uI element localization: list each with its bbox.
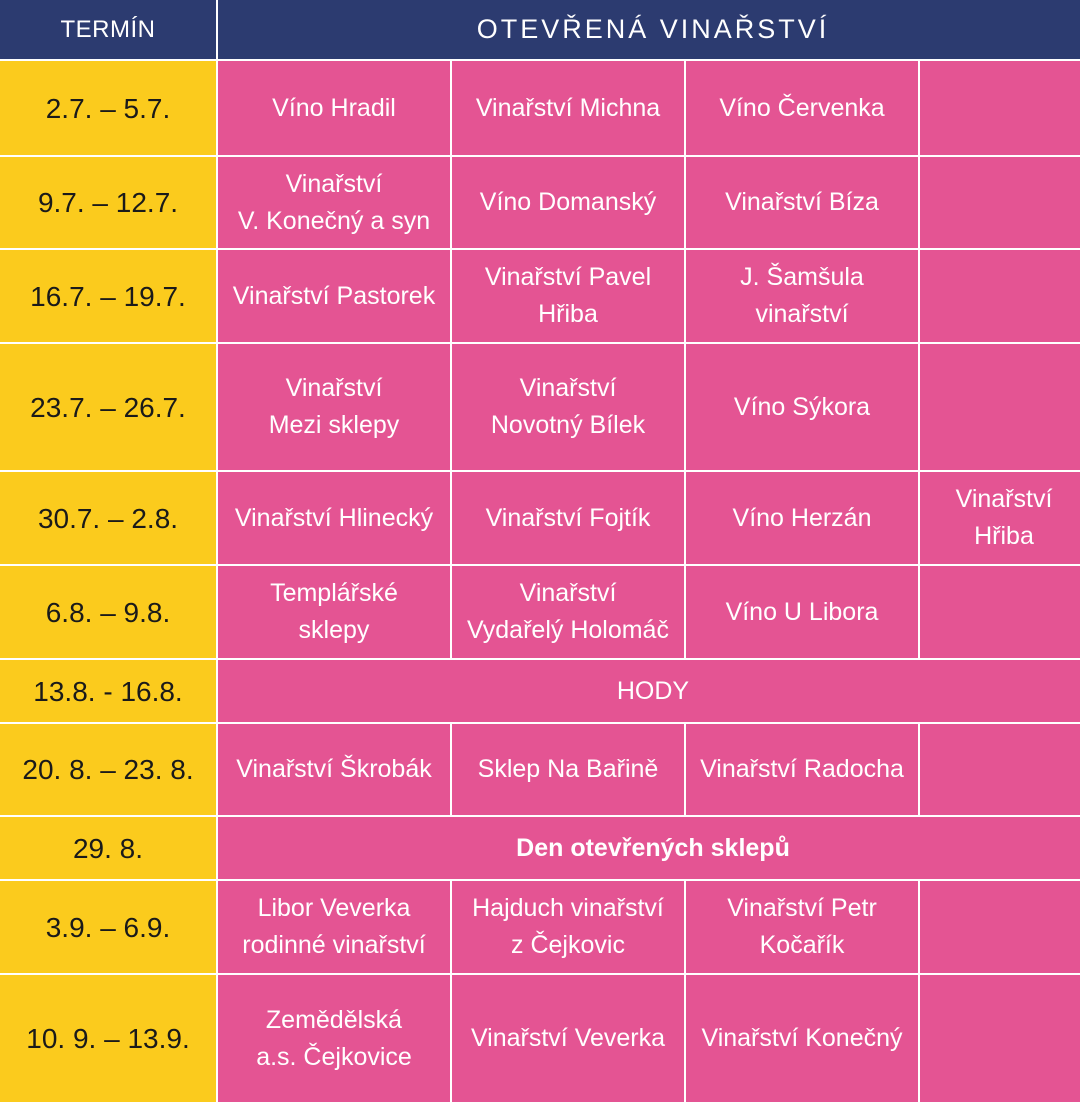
winery-cell: Víno Sýkora xyxy=(686,344,918,470)
date-cell: 13.8. - 16.8. xyxy=(0,660,216,722)
event-cell-open-cellars: Den otevřených sklepů xyxy=(218,817,1080,879)
winery-cell: Vinařství Bíza xyxy=(686,157,918,248)
winery-cell: Víno Domanský xyxy=(452,157,684,248)
winery-cell: Hajduch vinařství z Čejkovic xyxy=(452,881,684,973)
winery-cell: Víno Herzán xyxy=(686,472,918,564)
winery-cell: Vinařství Fojtík xyxy=(452,472,684,564)
winery-cell xyxy=(920,250,1080,342)
winery-cell: Vinařství Michna xyxy=(452,61,684,155)
term-column-header: TERMÍN xyxy=(0,0,216,59)
winery-cell xyxy=(920,344,1080,470)
winery-cell: Libor Veverka rodinné vinařství xyxy=(218,881,450,973)
winery-cell: Vinařství Hlinecký xyxy=(218,472,450,564)
winery-cell: Sklep Na Bařině xyxy=(452,724,684,815)
date-cell: 20. 8. – 23. 8. xyxy=(0,724,216,815)
date-cell: 3.9. – 6.9. xyxy=(0,881,216,973)
winery-cell xyxy=(920,975,1080,1102)
winery-cell: Vinařství Mezi sklepy xyxy=(218,344,450,470)
winery-cell: Vinařství Hřiba xyxy=(920,472,1080,564)
winery-cell: Vinařství Konečný xyxy=(686,975,918,1102)
winery-cell: Vinařství Škrobák xyxy=(218,724,450,815)
table-title: OTEVŘENÁ VINAŘSTVÍ xyxy=(218,0,1080,59)
winery-cell xyxy=(920,881,1080,973)
winery-cell: Vinařství Pavel Hřiba xyxy=(452,250,684,342)
winery-cell: Vinařství Veverka xyxy=(452,975,684,1102)
winery-cell xyxy=(920,566,1080,658)
event-cell-hody: HODY xyxy=(218,660,1080,722)
date-cell: 23.7. – 26.7. xyxy=(0,344,216,470)
date-cell: 29. 8. xyxy=(0,817,216,879)
winery-cell: Víno U Libora xyxy=(686,566,918,658)
winery-cell: J. Šamšula vinařství xyxy=(686,250,918,342)
winery-cell: Vinařství Petr Kočařík xyxy=(686,881,918,973)
winery-cell: Vinařství Novotný Bílek xyxy=(452,344,684,470)
date-cell: 16.7. – 19.7. xyxy=(0,250,216,342)
winery-cell: Víno Červenka xyxy=(686,61,918,155)
winery-cell: Templářské sklepy xyxy=(218,566,450,658)
winery-cell: Zemědělská a.s. Čejkovice xyxy=(218,975,450,1102)
date-cell: 2.7. – 5.7. xyxy=(0,61,216,155)
winery-cell: Vinařství Vydařelý Holomáč xyxy=(452,566,684,658)
winery-cell: Víno Hradil xyxy=(218,61,450,155)
date-cell: 9.7. – 12.7. xyxy=(0,157,216,248)
winery-cell xyxy=(920,61,1080,155)
date-cell: 10. 9. – 13.9. xyxy=(0,975,216,1102)
date-cell: 6.8. – 9.8. xyxy=(0,566,216,658)
date-cell: 30.7. – 2.8. xyxy=(0,472,216,564)
winery-cell: Vinařství Pastorek xyxy=(218,250,450,342)
winery-cell xyxy=(920,724,1080,815)
winery-cell: Vinařství V. Konečný a syn xyxy=(218,157,450,248)
winery-cell: Vinařství Radocha xyxy=(686,724,918,815)
winery-cell xyxy=(920,157,1080,248)
